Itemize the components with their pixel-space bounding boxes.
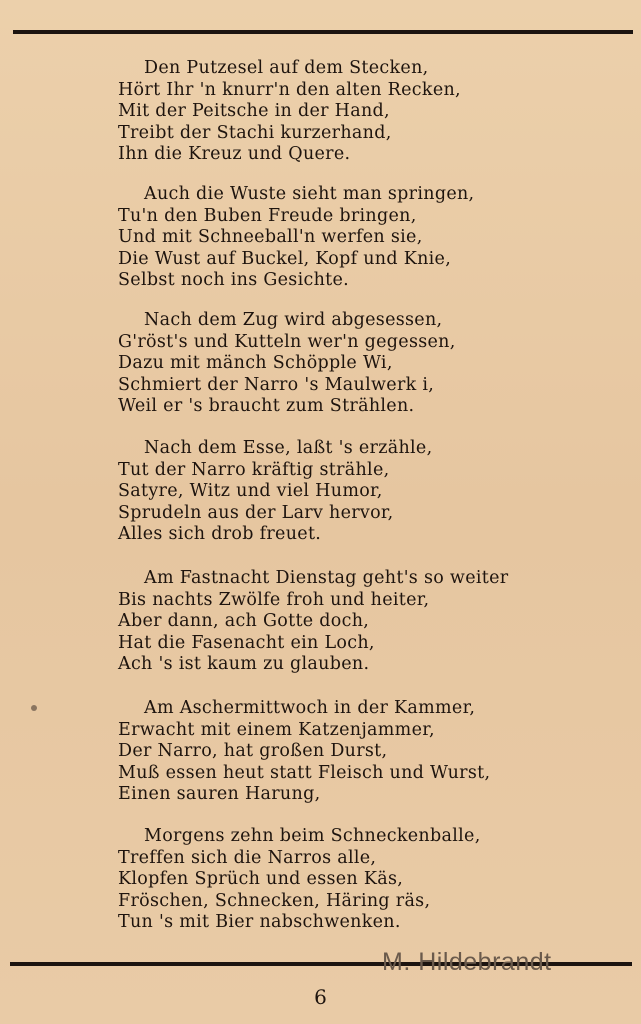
poem-line: Selbst noch ins Gesichte. [118, 270, 350, 290]
poem-line: Erwacht mit einem Katzenjammer, [118, 719, 435, 740]
poem-line: G'röst's und Kutteln wer'n gegessen, [118, 331, 456, 352]
stanza [118, 438, 432, 546]
top-rule [13, 30, 633, 34]
watermark: M. Hildebrandt [382, 948, 552, 976]
poem-line: Weil er 's braucht zum Strählen. [118, 396, 415, 416]
poem-line: Die Wust auf Buckel, Kopf und Knie, [118, 248, 452, 269]
poem-line: Bis nachts Zwölfe froh und heiter, [118, 589, 430, 610]
poem-line: Treibt der Stachi kurzerhand, [118, 122, 392, 143]
stanza [118, 826, 481, 934]
stanza [118, 698, 490, 806]
poem-line: Ihn die Kreuz und Quere. [118, 144, 351, 164]
poem-line: Nach dem Esse, laßt 's erzähle, [144, 438, 433, 458]
page-number: 6 [314, 985, 327, 1009]
poem-line: Ach 's ist kaum zu glauben. [118, 654, 370, 674]
poem-line: Schmiert der Narro 's Maulwerk i, [118, 374, 435, 395]
poem-line: Dazu mit mänch Schöpple Wi, [118, 353, 393, 373]
poem-line: Hat die Fasenacht ein Loch, [118, 632, 375, 653]
poem-line: Fröschen, Schnecken, Häring räs, [118, 890, 431, 911]
poem-line: Der Narro, hat großen Durst, [118, 741, 388, 761]
poem-line: Tut der Narro kräftig strähle, [118, 459, 390, 480]
poem-line: Muß essen heut statt Fleisch und Wurst, [118, 762, 491, 783]
poem-line: Treffen sich die Narros alle, [118, 847, 377, 868]
margin-dot [31, 705, 37, 711]
stanza [118, 184, 474, 292]
poem-line: Sprudeln aus der Larv hervor, [118, 502, 394, 523]
poem-line: Und mit Schneeball'n werfen sie, [118, 227, 423, 247]
stanza [118, 310, 456, 418]
poem-line: Am Aschermittwoch in der Kammer, [144, 698, 476, 718]
poem-line: Tun 's mit Bier nabschwenken. [118, 912, 401, 932]
poem-line: Nach dem Zug wird abgesessen, [144, 310, 443, 330]
poem-line: Morgens zehn beim Schneckenballe, [144, 826, 481, 846]
poem-line: Einen sauren Harung, [118, 784, 321, 804]
poem-line: Tu'n den Buben Freude bringen, [118, 205, 417, 226]
poem-line: Auch die Wuste sieht man springen, [144, 184, 475, 204]
poem-line: Aber dann, ach Gotte doch, [118, 611, 370, 631]
poem-line: Den Putzesel auf dem Stecken, [144, 58, 429, 78]
poem-line: Am Fastnacht Dienstag geht's so weiter [144, 568, 509, 588]
stanza [118, 58, 461, 166]
poem-line: Mit der Peitsche in der Hand, [118, 101, 390, 121]
poem-line: Klopfen Sprüch und essen Käs, [118, 869, 404, 889]
poem-line: Hört Ihr 'n knurr'n den alten Recken, [118, 79, 461, 100]
poem-line: Satyre, Witz und viel Humor, [118, 481, 383, 501]
poem-line: Alles sich drob freuet. [118, 524, 322, 544]
stanza [118, 568, 508, 676]
